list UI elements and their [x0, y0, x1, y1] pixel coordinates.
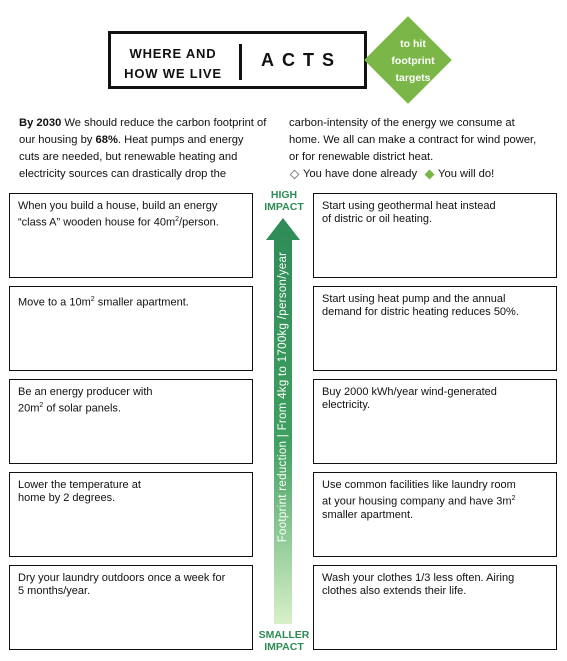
intro-line-2-end: . Heat pumps and energy: [117, 134, 244, 146]
card-text: electricity.: [322, 399, 371, 411]
card-text: of distric or oil heating.: [322, 213, 433, 225]
intro-line-1: We should reduce the carbon footprint of: [61, 117, 267, 129]
action-card-right-3[interactable]: [313, 379, 557, 464]
superscript: 2: [90, 296, 95, 303]
filled-diamond-icon: [425, 170, 435, 180]
card-text: Start using geothermal heat instead: [322, 200, 496, 212]
card-text: Buy 2000 kWh/year wind-generated: [322, 386, 497, 398]
card-text: at your housing company and have 3m: [322, 495, 512, 508]
card-text: demand for distric heating reduces 50%.: [322, 306, 519, 318]
card-text: clothes also extends their life.: [322, 585, 467, 597]
intro-line-2-start: our housing by: [19, 134, 96, 146]
action-card-left-2[interactable]: [9, 286, 253, 371]
title-line-2: HOW WE LIVE: [124, 66, 222, 81]
action-card-right-1[interactable]: [313, 193, 557, 278]
card-text: of solar panels.: [43, 402, 121, 415]
legend-will-label: You will do!: [438, 168, 495, 180]
smaller-impact-line-1: SMALLER: [258, 629, 310, 641]
title-line-1: WHERE AND: [129, 46, 217, 61]
card-text: 20m: [18, 402, 40, 415]
badge-line-1: to hit: [400, 38, 426, 50]
card-text: /person.: [179, 216, 219, 229]
intro-year: By 2030: [19, 117, 62, 129]
card-text: Lower the temperature at: [18, 479, 141, 491]
card-text: home by 2 degrees.: [18, 492, 116, 504]
card-text: Be an energy producer with: [18, 386, 153, 398]
high-impact-line-1: HIGH: [270, 189, 298, 201]
card-text: 5 months/year.: [18, 585, 91, 597]
superscript: 2: [175, 216, 180, 223]
legend: [289, 166, 554, 183]
title-divider: [239, 44, 242, 80]
title-box: [108, 31, 367, 89]
intro-right-line-2: home. We all can make a contract for wind power,: [289, 134, 537, 146]
card-text: Wash your clothes 1/3 less often. Airing: [322, 572, 515, 584]
action-card-right-2[interactable]: [313, 286, 557, 371]
high-impact-label: [258, 189, 310, 213]
badge-line-2: footprint: [391, 55, 435, 67]
intro-line-4: electricity sources can drastically drop the: [19, 168, 227, 180]
card-text: smaller apartment.: [322, 508, 414, 521]
card-text: “class A” wooden house for 40m: [18, 216, 176, 229]
intro-line-3: cuts are needed, but renewable heating and: [19, 151, 238, 163]
card-text: Use common facilities like laundry room: [322, 479, 516, 491]
action-card-left-5[interactable]: [9, 565, 253, 650]
superscript: 2: [39, 402, 44, 409]
card-text: Start using heat pump and the annual: [322, 293, 506, 305]
smaller-impact-line-2: IMPACT: [264, 641, 304, 653]
high-impact-line-2: IMPACT: [264, 201, 304, 213]
empty-diamond-icon: [290, 170, 300, 180]
intro-right-line-3: or for renewable district heat.: [289, 151, 434, 163]
legend-done-label: You have done already: [303, 168, 418, 180]
action-card-left-3[interactable]: [9, 379, 253, 464]
page-title: [121, 44, 225, 84]
smaller-impact-label: [252, 629, 316, 653]
action-card-left-4[interactable]: [9, 472, 253, 557]
action-card-right-5[interactable]: [313, 565, 557, 650]
superscript: 2: [511, 495, 516, 502]
intro-percent: 68%: [95, 134, 118, 146]
intro-text-left: [19, 115, 284, 183]
card-text: When you build a house, build an energy: [18, 200, 218, 212]
intro-right-line-1: carbon-intensity of the energy we consume at: [289, 117, 515, 129]
action-card-left-1[interactable]: [9, 193, 253, 278]
badge-line-3: targets: [395, 72, 431, 84]
action-card-right-4[interactable]: [313, 472, 557, 557]
arrow-label: Footprint reduction | From 4kg to 1700kg /person/year: [277, 251, 289, 543]
target-badge-text: [378, 36, 448, 87]
intro-text-right: [289, 115, 554, 183]
card-text: Move to a 10m: [18, 296, 91, 309]
card-text: Dry your laundry outdoors once a week for: [18, 572, 226, 584]
card-text: smaller apartment.: [94, 296, 189, 309]
title-acts: ACTS: [261, 50, 342, 70]
